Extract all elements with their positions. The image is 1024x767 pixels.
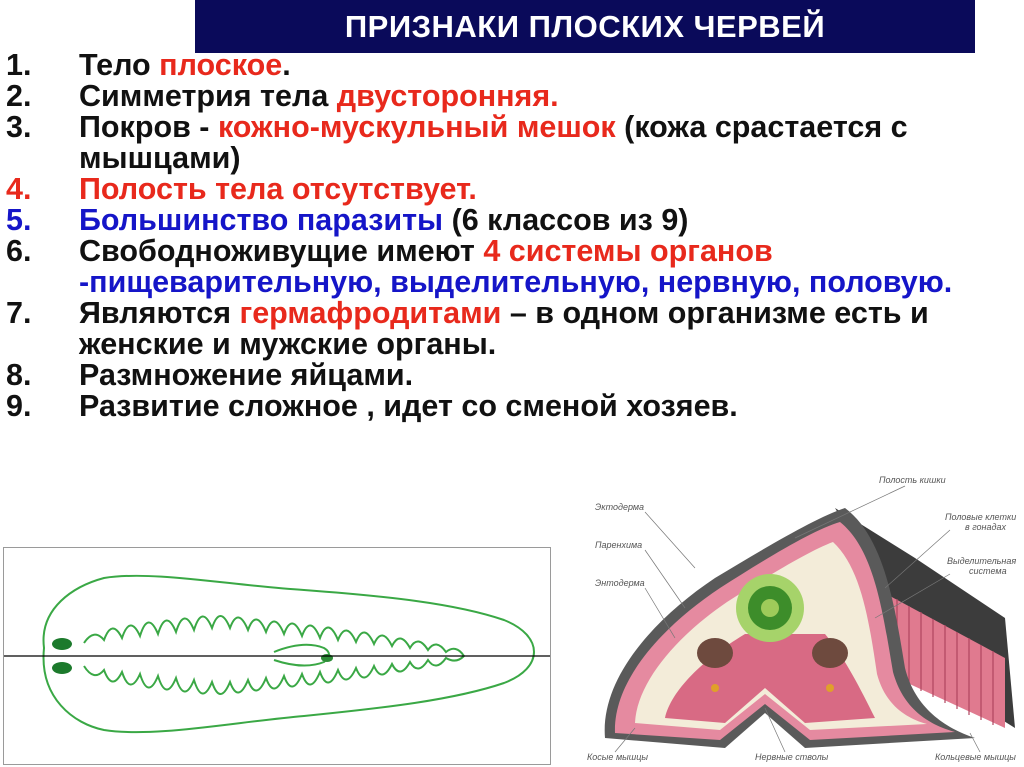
- list-item-text: [79, 298, 1016, 360]
- list-item-text: [79, 50, 1016, 81]
- list-item: [6, 236, 1016, 298]
- nerve-right: [826, 684, 834, 692]
- list-item: [6, 391, 1016, 422]
- text-run: (6 классов из 9): [443, 203, 689, 237]
- label-excretory-2: система: [969, 566, 1007, 576]
- text-run: кожно-мускульный мешок: [217, 110, 616, 144]
- label-circular: Кольцевые мышцы: [935, 752, 1016, 762]
- cluster-right: [812, 638, 848, 668]
- nerve-left: [711, 684, 719, 692]
- list-item: [6, 174, 1016, 205]
- list-item-number: 8.: [6, 358, 32, 392]
- text-run: Размножение яйцами.: [79, 358, 414, 392]
- text-run: Являются: [79, 296, 240, 330]
- planaria-body-outline: [44, 576, 534, 732]
- list-item-text: [79, 174, 1016, 205]
- list-item: [6, 298, 1016, 360]
- list-item: [6, 81, 1016, 112]
- text-run: Покров -: [79, 110, 218, 144]
- list-item: [6, 112, 1016, 174]
- list-item-number: 9.: [6, 389, 32, 423]
- list-item-text: [79, 205, 1016, 236]
- planaria-illustration: [3, 547, 551, 765]
- planaria-gut-upper: [84, 616, 464, 656]
- label-parenchyma: Паренхима: [595, 540, 643, 550]
- text-run: 4 системы органов: [483, 234, 773, 268]
- label-ectoderm: Эктодерма: [595, 502, 645, 512]
- list-item: [6, 360, 1016, 391]
- features-list: [6, 50, 1016, 422]
- text-run: гермафродитами: [239, 296, 502, 330]
- text-run: Симметрия тела: [79, 79, 337, 113]
- list-item-number: 1.: [6, 48, 32, 82]
- list-item-text: [79, 112, 1016, 174]
- list-item: [6, 205, 1016, 236]
- label-excretory: Выделительная: [947, 556, 1017, 566]
- gonad-nucleus: [761, 599, 779, 617]
- label-nerves: Нервные стволы: [755, 752, 829, 762]
- list-item-text: [79, 236, 1016, 298]
- text-run: – в одном организме есть и женские и мужские органы.: [79, 296, 929, 361]
- text-run: .: [282, 48, 291, 82]
- title-bar: [195, 0, 975, 53]
- label-gut-cavity: Полость кишки: [879, 475, 946, 485]
- eyespot-upper: [52, 638, 72, 650]
- text-run: плоское: [159, 48, 283, 82]
- text-run: двусторонняя.: [336, 79, 559, 113]
- text-run: Развитие сложное , идет со сменой хозяев.: [79, 389, 738, 423]
- cluster-left: [697, 638, 733, 668]
- list-item-text: [79, 360, 1016, 391]
- text-run: Тело: [79, 48, 160, 82]
- list-item-number: 4.: [6, 172, 32, 206]
- planaria-pharynx: [274, 645, 329, 666]
- list-item-text: [79, 81, 1016, 112]
- label-gonads: Половые клетки: [945, 512, 1017, 522]
- list-item: [6, 50, 1016, 81]
- pharynx-opening: [321, 654, 333, 662]
- text-run: Полость тела отсутствует.: [79, 172, 477, 206]
- label-gonads-2: в гонадах: [965, 522, 1006, 532]
- text-run: Свободноживущие имеют: [79, 234, 484, 268]
- cross-section-illustration: [575, 468, 1024, 767]
- list-item-number: 5.: [6, 203, 32, 237]
- label-oblique: Косые мышцы: [587, 752, 648, 762]
- list-item-text: [79, 391, 1016, 422]
- list-item-number: 2.: [6, 79, 32, 113]
- slide-title: ПРИЗНАКИ ПЛОСКИХ ЧЕРВЕЙ: [344, 8, 826, 44]
- label-endoderm: Энтодерма: [595, 578, 645, 588]
- list-item-number: 6.: [6, 234, 32, 268]
- text-run: (кожа срастается с мышцами): [79, 110, 908, 175]
- text-run: Большинство паразиты: [79, 203, 444, 237]
- planaria-gut-lower: [84, 656, 464, 694]
- eyespot-lower: [52, 662, 72, 674]
- text-run: -пищеварительную, выделительную, нервную, половую.: [79, 265, 953, 299]
- list-item-number: 7.: [6, 296, 32, 330]
- list-item-number: 3.: [6, 110, 32, 144]
